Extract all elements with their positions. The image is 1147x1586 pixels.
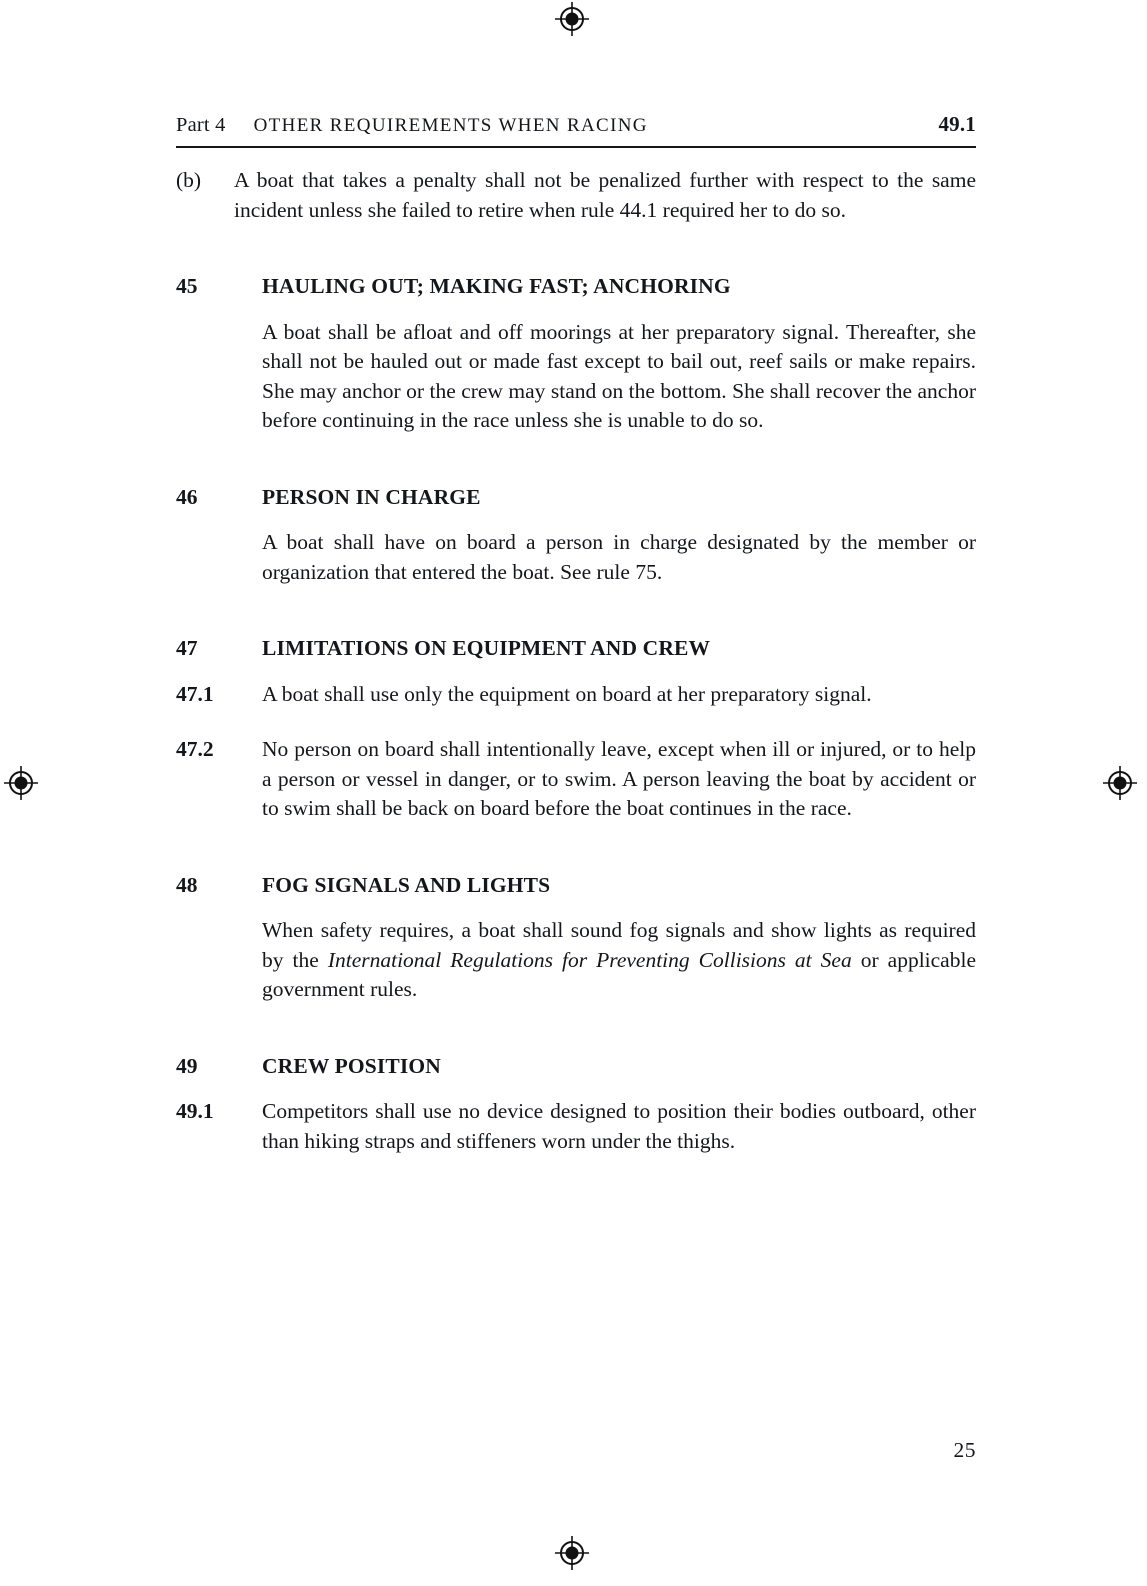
subrule-row (176, 735, 976, 824)
subrule-row (176, 680, 976, 710)
running-head-rule-ref: 49.1 (938, 112, 976, 136)
spacer (176, 512, 976, 528)
rule-body-row (176, 318, 976, 436)
item-text: A boat that takes a penalty shall not be penalized further with respect to the same incident unless she failed to retire when rule 44.1 required her to do so. (234, 168, 976, 222)
running-head-title: OTHER REQUIREMENTS WHEN RACING (253, 115, 648, 136)
rule-number: 49 (176, 1053, 198, 1078)
spacer (176, 709, 976, 735)
registration-mark-icon (555, 1536, 589, 1570)
running-head (176, 112, 976, 137)
rule-number: 45 (176, 274, 198, 298)
subrule-number: 49.1 (176, 1099, 214, 1123)
spacer (176, 302, 976, 318)
subrule-number: 47.1 (176, 681, 214, 706)
item-letter: (b) (176, 168, 202, 192)
rule-heading: PERSON IN CHARGE (262, 484, 481, 509)
registration-mark-icon (4, 766, 38, 800)
rule-heading: FOG SIGNALS AND LIGHTS (262, 872, 551, 897)
registration-mark-icon (555, 2, 589, 36)
rule-heading: HAULING OUT; MAKING FAST; ANCHORING (262, 274, 731, 298)
rule-heading: LIMITATIONS ON EQUIPMENT AND CREW (262, 636, 711, 660)
rule-text-italic-title: International Regulations for Preventing Collisions at Sea (327, 947, 852, 972)
subrule-text: Competitors shall use no device designed to position their bodies outboard, other than hiking straps and stiffeners worn under the thighs. (262, 1099, 976, 1153)
rule-text-mixed (262, 916, 976, 1005)
subrule-number: 47.2 (176, 737, 214, 761)
subrule-text: A boat shall use only the equipment on board at her preparatory signal. (262, 681, 872, 706)
subrule-row (176, 1097, 976, 1156)
rule-text: A boat shall have on board a person in charge designated by the member or organization that entered the boat. See rule 75. (262, 530, 976, 584)
lettered-item (176, 166, 976, 225)
header-divider (176, 146, 976, 148)
rule-heading-row (176, 871, 976, 901)
rule-body-row (176, 528, 976, 587)
running-head-part: Part 4 (176, 114, 226, 136)
rule-text-part: When safety requires, a boat shall sound fog signals and show lights as required by the (262, 918, 976, 972)
page-number: 25 (953, 1438, 976, 1462)
spacer (176, 824, 976, 871)
rule-text: A boat shall be afloat and off moorings at her preparatory signal. Thereafter, she shall not be hauled out or made fast except to bail out, reef sails or make repairs. She may anchor or the crew may stand on the bottom. She shall recover the anchor before continuing in the race unless she is unable to do so. (262, 319, 976, 432)
spacer (176, 664, 976, 680)
rule-number: 47 (176, 636, 198, 660)
rule-heading: CREW POSITION (262, 1053, 441, 1078)
rule-body-row (176, 916, 976, 1005)
rule-heading-row (176, 483, 976, 513)
page-body (176, 166, 976, 1156)
rule-heading-row (176, 272, 976, 302)
rule-heading-row (176, 1052, 976, 1082)
spacer (176, 900, 976, 916)
spacer (176, 225, 976, 272)
spacer (176, 436, 976, 483)
spacer (176, 587, 976, 634)
spacer (176, 1005, 976, 1052)
rule-number: 46 (176, 484, 198, 509)
rule-heading-row (176, 634, 976, 664)
rule-text-part: or applicable government rules. (262, 947, 976, 1001)
subrule-text: No person on board shall intentionally leave, except when ill or injured, or to help a person or vessel in danger, or to swim. A person leaving the boat by accident or to swim shall be back on board before the boat continues in the race. (262, 737, 976, 820)
spacer (176, 1081, 976, 1097)
registration-mark-icon (1103, 766, 1137, 800)
rule-number: 48 (176, 872, 198, 897)
